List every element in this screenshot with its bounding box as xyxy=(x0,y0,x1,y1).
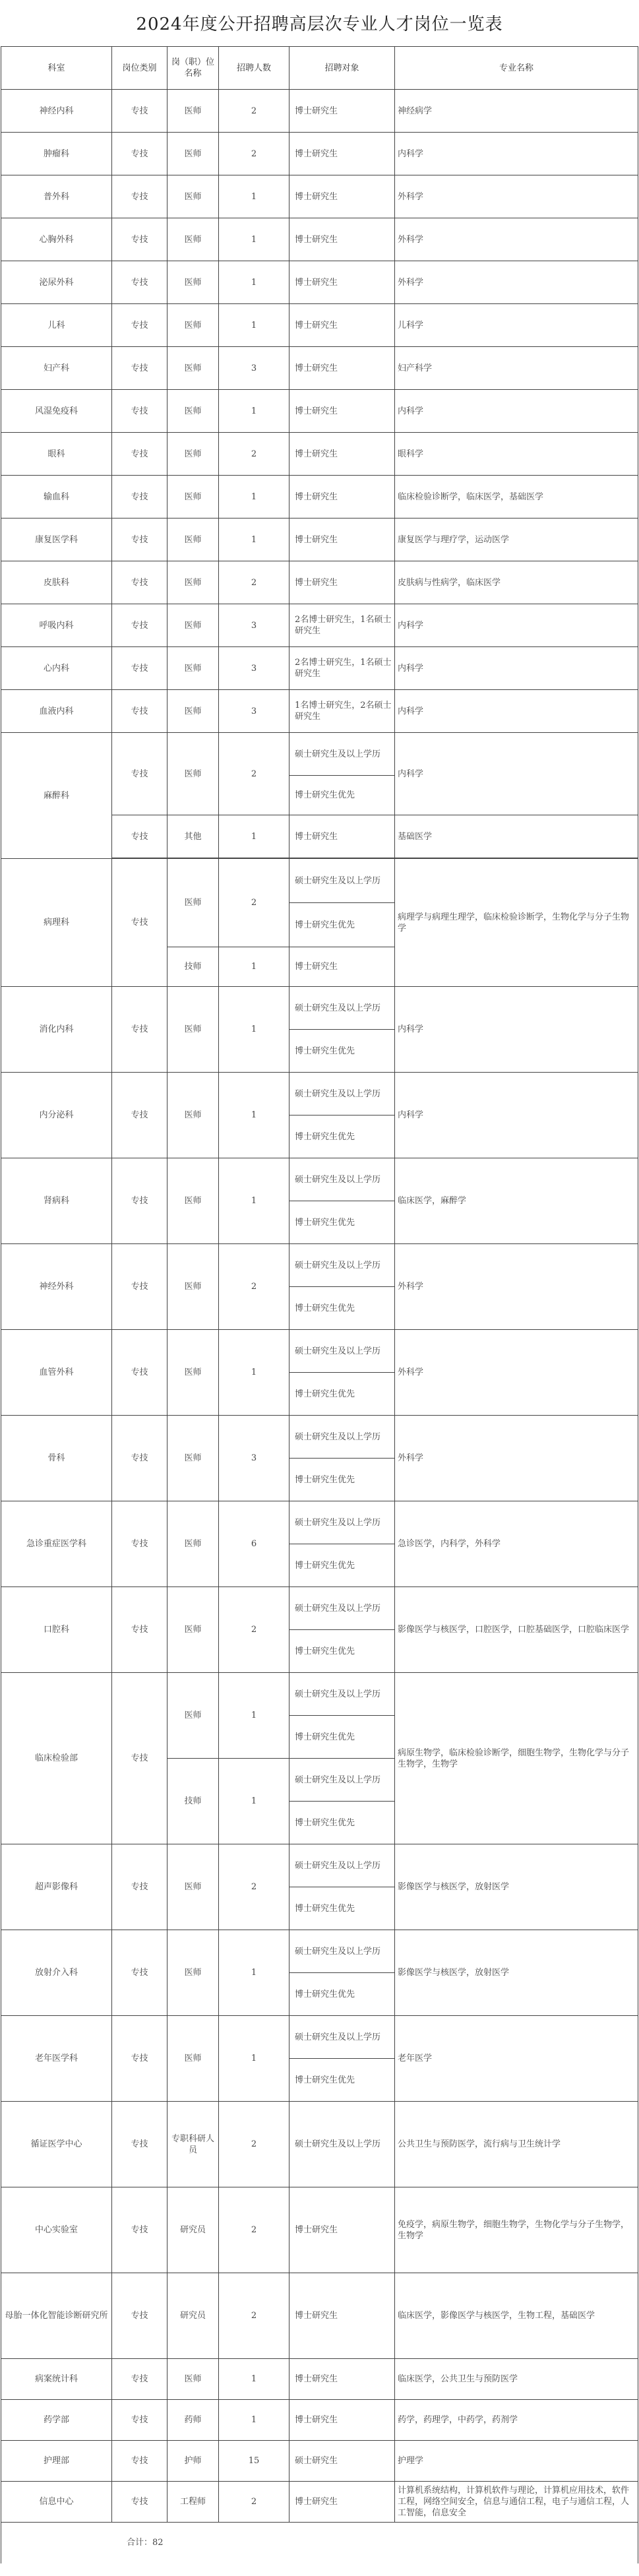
object-cell: 硕士研究生及以上学历 xyxy=(289,733,395,776)
object-cell: 博士研究生 xyxy=(289,175,395,218)
category-cell: 专技 xyxy=(112,1158,167,1244)
dept-cell: 血管外科 xyxy=(1,1330,112,1416)
count-cell: 2 xyxy=(219,2273,289,2359)
category-cell: 专技 xyxy=(112,133,167,175)
dept-cell: 眼科 xyxy=(1,433,112,476)
object-cell: 博士研究生优先 xyxy=(289,1287,395,1330)
object-cell: 博士研究生优先 xyxy=(289,2059,395,2102)
object-cell: 博士研究生优先 xyxy=(289,1630,395,1673)
dept-cell: 呼吸内科 xyxy=(1,604,112,647)
count-cell: 2 xyxy=(219,733,289,815)
count-cell: 2 xyxy=(219,2102,289,2187)
object-cell: 硕士研究生及以上学历 xyxy=(289,1844,395,1887)
object-cell: 博士研究生 xyxy=(289,133,395,175)
position-cell: 医师 xyxy=(167,433,219,476)
object-cell: 博士研究生 xyxy=(289,2400,395,2441)
category-cell: 专技 xyxy=(112,1673,167,1844)
table-row xyxy=(1,218,638,261)
dept-cell: 肾病科 xyxy=(1,1158,112,1244)
major-cell: 影像医学与核医学，放射医学 xyxy=(395,1930,638,2016)
position-cell: 医师 xyxy=(167,347,219,390)
object-cell: 博士研究生优先 xyxy=(289,1115,395,1158)
dept-cell: 神经外科 xyxy=(1,1244,112,1330)
object-cell: 博士研究生 xyxy=(289,518,395,561)
category-cell: 专技 xyxy=(112,1330,167,1416)
major-cell: 基础医学 xyxy=(395,815,638,858)
object-cell: 硕士研究生及以上学历 xyxy=(289,1587,395,1630)
dept-cell: 泌尿外科 xyxy=(1,261,112,304)
col-header-major: 专业名称 xyxy=(395,47,638,90)
count-cell: 1 xyxy=(219,476,289,518)
position-cell: 医师 xyxy=(167,1244,219,1330)
position-cell: 医师 xyxy=(167,1501,219,1587)
count-cell: 1 xyxy=(219,1930,289,2016)
position-cell: 医师 xyxy=(167,604,219,647)
count-cell: 1 xyxy=(219,390,289,433)
count-cell: 1 xyxy=(219,2359,289,2400)
count-cell: 1 xyxy=(219,518,289,561)
count-cell: 2 xyxy=(219,433,289,476)
table-row xyxy=(1,175,638,218)
major-cell: 外科学 xyxy=(395,261,638,304)
position-cell: 其他 xyxy=(167,815,219,858)
page-title: 2024年度公开招聘高层次专业人才岗位一览表 xyxy=(136,15,503,34)
count-cell: 2 xyxy=(219,2482,289,2523)
dept-cell: 血液内科 xyxy=(1,690,112,733)
category-cell: 专技 xyxy=(112,1844,167,1930)
position-cell: 医师 xyxy=(167,476,219,518)
object-cell: 博士研究生 xyxy=(289,947,395,987)
category-cell: 专技 xyxy=(112,2273,167,2359)
position-cell: 医师 xyxy=(167,175,219,218)
category-cell: 专技 xyxy=(112,987,167,1073)
object-cell: 博士研究生 xyxy=(289,433,395,476)
category-cell: 专技 xyxy=(112,2102,167,2187)
table-footer xyxy=(1,2523,638,2563)
category-cell: 专技 xyxy=(112,2359,167,2400)
count-cell: 1 xyxy=(219,2400,289,2441)
object-cell: 博士研究生 xyxy=(289,261,395,304)
object-cell: 硕士研究生及以上学历 xyxy=(289,1073,395,1115)
object-cell: 硕士研究生及以上学历 xyxy=(289,1501,395,1544)
dept-cell: 皮肤科 xyxy=(1,561,112,604)
position-cell: 医师 xyxy=(167,133,219,175)
major-cell: 公共卫生与预防医学，流行病与卫生统计学 xyxy=(395,2102,638,2187)
object-cell: 硕士研究生及以上学历 xyxy=(289,1416,395,1459)
major-cell: 病原生物学，临床检验诊断学，细胞生物学，生物化学与分子生物学，生物学 xyxy=(395,1673,638,1844)
category-cell: 专技 xyxy=(112,561,167,604)
category-cell: 专技 xyxy=(112,1930,167,2016)
position-cell: 医师 xyxy=(167,733,219,815)
object-cell: 硕士研究生 xyxy=(289,2441,395,2482)
major-cell: 神经病学 xyxy=(395,90,638,133)
category-cell: 专技 xyxy=(112,390,167,433)
dept-cell: 信息中心 xyxy=(1,2482,112,2523)
dept-cell: 骨科 xyxy=(1,1416,112,1501)
position-cell: 医师 xyxy=(167,1073,219,1158)
category-cell: 专技 xyxy=(112,90,167,133)
count-cell: 1 xyxy=(219,1759,289,1844)
dept-cell: 风湿免疫科 xyxy=(1,390,112,433)
col-header-dept: 科室 xyxy=(1,47,112,90)
position-cell: 医师 xyxy=(167,2016,219,2102)
count-cell: 2 xyxy=(219,561,289,604)
col-header-object: 招聘对象 xyxy=(289,47,395,90)
table-row xyxy=(1,476,638,518)
table-row xyxy=(1,2400,638,2441)
table-row xyxy=(1,1244,638,1287)
dept-cell: 病案统计科 xyxy=(1,2359,112,2400)
dept-cell: 神经内科 xyxy=(1,90,112,133)
major-cell: 外科学 xyxy=(395,1330,638,1416)
object-cell: 2名博士研究生，1名硕士研究生 xyxy=(289,647,395,690)
object-cell: 2名博士研究生，1名硕士研究生 xyxy=(289,604,395,647)
count-cell: 2 xyxy=(219,1587,289,1673)
dept-cell: 麻醉科 xyxy=(1,733,112,859)
position-cell: 医师 xyxy=(167,1930,219,2016)
position-cell: 药师 xyxy=(167,2400,219,2441)
dept-cell: 老年医学科 xyxy=(1,2016,112,2102)
table-row xyxy=(1,2016,638,2059)
count-cell: 1 xyxy=(219,304,289,347)
object-cell: 1名博士研究生，2名硕士研究生 xyxy=(289,690,395,733)
header-row xyxy=(1,47,638,90)
count-cell: 15 xyxy=(219,2441,289,2482)
table-row xyxy=(1,1587,638,1630)
major-cell: 内科学 xyxy=(395,647,638,690)
category-cell: 专技 xyxy=(112,218,167,261)
count-cell: 1 xyxy=(219,2016,289,2102)
count-cell: 1 xyxy=(219,175,289,218)
object-cell: 博士研究生优先 xyxy=(289,1887,395,1930)
position-cell: 医师 xyxy=(167,1844,219,1930)
table-row xyxy=(1,1416,638,1459)
category-cell: 专技 xyxy=(112,2400,167,2441)
table-row xyxy=(1,304,638,347)
category-cell: 专技 xyxy=(112,1244,167,1330)
count-cell: 2 xyxy=(219,1244,289,1330)
major-cell: 外科学 xyxy=(395,1244,638,1330)
category-cell: 专技 xyxy=(112,859,167,987)
dept-cell: 母胎一体化智能诊断研究所 xyxy=(1,2273,112,2359)
category-cell: 专技 xyxy=(112,347,167,390)
count-cell: 2 xyxy=(219,133,289,175)
position-cell: 医师 xyxy=(167,1158,219,1244)
count-cell: 1 xyxy=(219,218,289,261)
object-cell: 硕士研究生及以上学历 xyxy=(289,1930,395,1973)
position-cell: 专职科研人员 xyxy=(167,2102,219,2187)
major-cell: 外科学 xyxy=(395,175,638,218)
object-cell: 博士研究生优先 xyxy=(289,776,395,815)
major-cell: 药学，药理学，中药学，药剂学 xyxy=(395,2400,638,2441)
table-row xyxy=(1,2102,638,2187)
table-row xyxy=(1,859,638,903)
dept-cell: 中心实验室 xyxy=(1,2187,112,2273)
col-header-category: 岗位类别 xyxy=(112,47,167,90)
table-row xyxy=(1,987,638,1030)
object-cell: 博士研究生 xyxy=(289,561,395,604)
position-cell: 医师 xyxy=(167,987,219,1073)
position-cell: 医师 xyxy=(167,1587,219,1673)
table-row xyxy=(1,561,638,604)
object-cell: 博士研究生 xyxy=(289,2482,395,2523)
table-row xyxy=(1,2441,638,2482)
category-cell: 专技 xyxy=(112,2016,167,2102)
object-cell: 博士研究生 xyxy=(289,2359,395,2400)
dept-cell: 病理科 xyxy=(1,859,112,987)
category-cell: 专技 xyxy=(112,690,167,733)
major-cell: 急诊医学，内科学，外科学 xyxy=(395,1501,638,1587)
table-body-4 xyxy=(1,1844,638,2523)
object-cell: 博士研究生 xyxy=(289,2273,395,2359)
category-cell: 专技 xyxy=(112,2482,167,2523)
major-cell: 内科学 xyxy=(395,133,638,175)
count-cell: 1 xyxy=(219,1158,289,1244)
table-row xyxy=(1,1844,638,1887)
category-cell: 专技 xyxy=(112,175,167,218)
position-cell: 医师 xyxy=(167,647,219,690)
count-cell: 1 xyxy=(219,1330,289,1416)
major-cell: 护理学 xyxy=(395,2441,638,2482)
category-cell: 专技 xyxy=(112,518,167,561)
major-cell: 外科学 xyxy=(395,218,638,261)
major-cell: 老年医学 xyxy=(395,2016,638,2102)
dept-cell: 心内科 xyxy=(1,647,112,690)
table-row xyxy=(1,647,638,690)
dept-cell: 康复医学科 xyxy=(1,518,112,561)
count-cell: 3 xyxy=(219,347,289,390)
major-cell: 临床检验诊断学，临床医学，基础医学 xyxy=(395,476,638,518)
dept-cell: 儿科 xyxy=(1,304,112,347)
major-cell: 眼科学 xyxy=(395,433,638,476)
table-row xyxy=(1,690,638,733)
col-header-count: 招聘人数 xyxy=(219,47,289,90)
table-body xyxy=(1,90,638,987)
position-cell: 研究员 xyxy=(167,2273,219,2359)
object-cell: 博士研究生 xyxy=(289,2187,395,2273)
position-cell: 护师 xyxy=(167,2441,219,2482)
count-cell: 3 xyxy=(219,1416,289,1501)
total-row xyxy=(1,2523,638,2563)
dept-cell: 内分泌科 xyxy=(1,1073,112,1158)
position-cell: 技师 xyxy=(167,947,219,987)
table-row xyxy=(1,1673,638,1716)
table-row xyxy=(1,733,638,776)
major-cell: 临床医学，影像医学与核医学，生物工程，基础医学 xyxy=(395,2273,638,2359)
positions-table xyxy=(1,46,638,2563)
dept-cell: 循证医学中心 xyxy=(1,2102,112,2187)
dept-cell: 药学部 xyxy=(1,2400,112,2441)
object-cell: 博士研究生优先 xyxy=(289,1030,395,1073)
position-cell: 工程师 xyxy=(167,2482,219,2523)
category-cell: 专技 xyxy=(112,1073,167,1158)
object-cell: 博士研究生 xyxy=(289,815,395,858)
major-cell: 内科学 xyxy=(395,733,638,815)
table-row xyxy=(1,1930,638,1973)
category-cell: 专技 xyxy=(112,2187,167,2273)
dept-cell: 临床检验部 xyxy=(1,1673,112,1844)
object-cell: 博士研究生优先 xyxy=(289,1459,395,1501)
count-cell: 3 xyxy=(219,690,289,733)
position-cell: 医师 xyxy=(167,304,219,347)
count-cell: 2 xyxy=(219,2187,289,2273)
major-cell: 内科学 xyxy=(395,987,638,1073)
major-cell: 内科学 xyxy=(395,604,638,647)
position-cell: 医师 xyxy=(167,859,219,947)
dept-cell: 护理部 xyxy=(1,2441,112,2482)
object-cell: 硕士研究生及以上学历 xyxy=(289,2016,395,2059)
dept-cell: 妇产科 xyxy=(1,347,112,390)
position-cell: 医师 xyxy=(167,1673,219,1759)
object-cell: 博士研究生优先 xyxy=(289,1802,395,1844)
table-row xyxy=(1,604,638,647)
table-row xyxy=(1,1501,638,1544)
dept-cell: 放射介入科 xyxy=(1,1930,112,2016)
major-cell: 计算机系统结构，计算机软件与理论，计算机应用技术，软件工程，网络空间安全，信息与通信工程，电子与通信工程，人工智能，信息安全 xyxy=(395,2482,638,2523)
object-cell: 博士研究生 xyxy=(289,476,395,518)
position-cell: 医师 xyxy=(167,390,219,433)
position-cell: 医师 xyxy=(167,1416,219,1501)
dept-cell: 消化内科 xyxy=(1,987,112,1073)
object-cell: 硕士研究生及以上学历 xyxy=(289,1244,395,1287)
count-cell: 1 xyxy=(219,1673,289,1759)
count-cell: 1 xyxy=(219,1073,289,1158)
position-cell: 医师 xyxy=(167,518,219,561)
major-cell: 康复医学与理疗学，运动医学 xyxy=(395,518,638,561)
major-cell: 内科学 xyxy=(395,390,638,433)
table-row xyxy=(1,2482,638,2523)
object-cell: 博士研究生优先 xyxy=(289,1544,395,1587)
table-row xyxy=(1,347,638,390)
category-cell: 专技 xyxy=(112,476,167,518)
object-cell: 博士研究生 xyxy=(289,90,395,133)
count-cell: 2 xyxy=(219,1844,289,1930)
position-cell: 医师 xyxy=(167,690,219,733)
object-cell: 博士研究生 xyxy=(289,218,395,261)
count-cell: 1 xyxy=(219,947,289,987)
major-cell: 影像医学与核医学，放射医学 xyxy=(395,1844,638,1930)
position-cell: 研究员 xyxy=(167,2187,219,2273)
major-cell: 妇产科学 xyxy=(395,347,638,390)
table-row xyxy=(1,261,638,304)
table-row xyxy=(1,90,638,133)
category-cell: 专技 xyxy=(112,1587,167,1673)
major-cell: 儿科学 xyxy=(395,304,638,347)
object-cell: 博士研究生 xyxy=(289,304,395,347)
dept-cell: 超声影像科 xyxy=(1,1844,112,1930)
object-cell: 硕士研究生及以上学历 xyxy=(289,1330,395,1373)
category-cell: 专技 xyxy=(112,815,167,858)
table-row xyxy=(1,1330,638,1373)
major-cell: 内科学 xyxy=(395,1073,638,1158)
object-cell: 硕士研究生及以上学历 xyxy=(289,1158,395,1201)
major-cell: 免疫学，病原生物学，细胞生物学，生物化学与分子生物学，生物学 xyxy=(395,2187,638,2273)
object-cell: 硕士研究生及以上学历 xyxy=(289,1673,395,1716)
object-cell: 博士研究生优先 xyxy=(289,1716,395,1759)
major-cell: 病理学与病理生理学，临床检验诊断学，生物化学与分子生物学 xyxy=(395,859,638,987)
table-row xyxy=(1,1073,638,1115)
table-row xyxy=(1,2187,638,2273)
category-cell: 专技 xyxy=(112,1416,167,1501)
total-cell: 合计：82 xyxy=(1,2523,638,2563)
dept-cell: 急诊重症医学科 xyxy=(1,1501,112,1587)
dept-cell: 口腔科 xyxy=(1,1587,112,1673)
category-cell: 专技 xyxy=(112,433,167,476)
major-cell: 影像医学与核医学，口腔医学，口腔基础医学，口腔临床医学 xyxy=(395,1587,638,1673)
dept-cell: 普外科 xyxy=(1,175,112,218)
count-cell: 3 xyxy=(219,604,289,647)
position-cell: 技师 xyxy=(167,1759,219,1844)
position-cell: 医师 xyxy=(167,261,219,304)
position-cell: 医师 xyxy=(167,2359,219,2400)
object-cell: 博士研究生 xyxy=(289,347,395,390)
position-cell: 医师 xyxy=(167,561,219,604)
object-cell: 硕士研究生及以上学历 xyxy=(289,2102,395,2187)
object-cell: 博士研究生优先 xyxy=(289,903,395,947)
table-row xyxy=(1,2359,638,2400)
major-cell: 临床医学，公共卫生与预防医学 xyxy=(395,2359,638,2400)
major-cell: 临床医学，麻醉学 xyxy=(395,1158,638,1244)
object-cell: 硕士研究生及以上学历 xyxy=(289,859,395,903)
object-cell: 博士研究生 xyxy=(289,390,395,433)
count-cell: 2 xyxy=(219,859,289,947)
table-body-2 xyxy=(1,987,638,1673)
object-cell: 博士研究生优先 xyxy=(289,1373,395,1416)
dept-cell: 肿瘤科 xyxy=(1,133,112,175)
object-cell: 硕士研究生及以上学历 xyxy=(289,987,395,1030)
table-row xyxy=(1,133,638,175)
category-cell: 专技 xyxy=(112,647,167,690)
dept-cell: 心胸外科 xyxy=(1,218,112,261)
count-cell: 1 xyxy=(219,815,289,858)
dept-cell: 输血科 xyxy=(1,476,112,518)
count-cell: 3 xyxy=(219,647,289,690)
table-row xyxy=(1,518,638,561)
object-cell: 博士研究生优先 xyxy=(289,1201,395,1244)
category-cell: 专技 xyxy=(112,2441,167,2482)
major-cell: 外科学 xyxy=(395,1416,638,1501)
table-row xyxy=(1,433,638,476)
major-cell: 皮肤病与性病学，临床医学 xyxy=(395,561,638,604)
table-body-3 xyxy=(1,1673,638,1844)
table-row xyxy=(1,390,638,433)
count-cell: 2 xyxy=(219,90,289,133)
major-cell: 内科学 xyxy=(395,690,638,733)
category-cell: 专技 xyxy=(112,261,167,304)
position-cell: 医师 xyxy=(167,218,219,261)
col-header-position: 岗（职）位名称 xyxy=(167,47,219,90)
category-cell: 专技 xyxy=(112,304,167,347)
position-cell: 医师 xyxy=(167,1330,219,1416)
count-cell: 6 xyxy=(219,1501,289,1587)
count-cell: 1 xyxy=(219,261,289,304)
position-cell: 医师 xyxy=(167,90,219,133)
category-cell: 专技 xyxy=(112,1501,167,1587)
table-row xyxy=(1,1158,638,1201)
category-cell: 专技 xyxy=(112,733,167,815)
category-cell: 专技 xyxy=(112,604,167,647)
table-row xyxy=(1,2273,638,2359)
object-cell: 博士研究生优先 xyxy=(289,1973,395,2016)
object-cell: 硕士研究生及以上学历 xyxy=(289,1759,395,1802)
count-cell: 1 xyxy=(219,987,289,1073)
